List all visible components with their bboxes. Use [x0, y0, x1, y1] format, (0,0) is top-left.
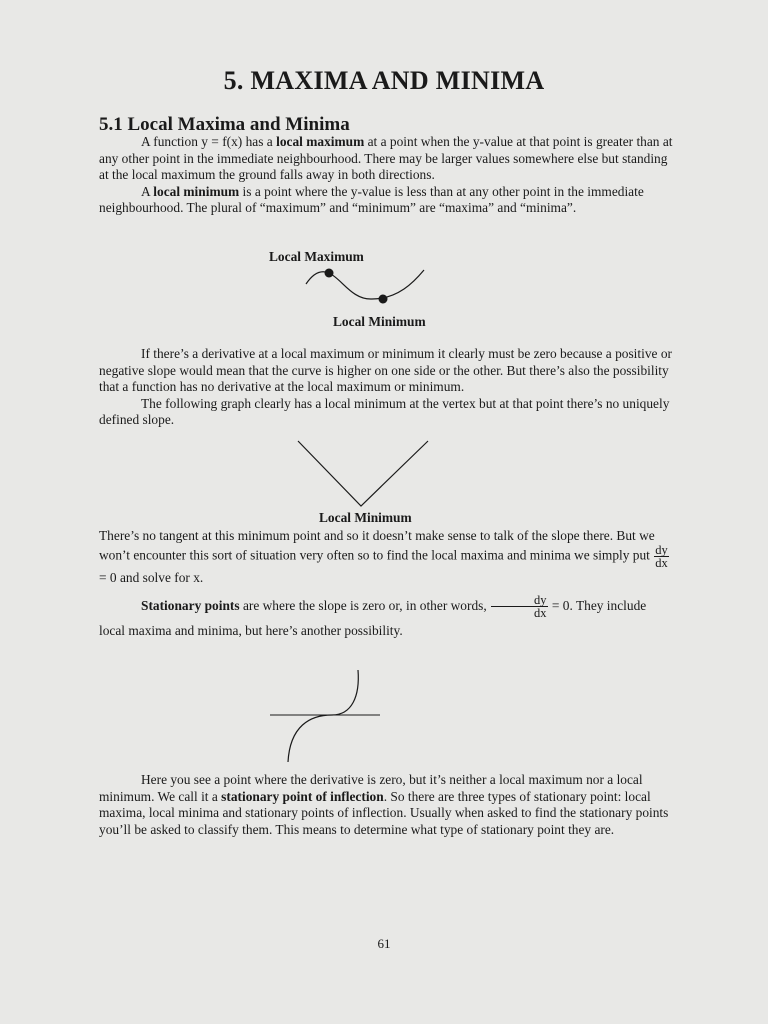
p5-text-a: There’s no tangent at this minimum point and so it doesn’t make sense to talk of the slope there. But we won’t encounter this sort of situation very often so to find the local maxima and minima we simply put	[99, 528, 655, 563]
paragraph-inflection	[99, 772, 674, 838]
section-heading: 5.1 Local Maxima and Minima	[99, 114, 350, 135]
term-local-maximum: local maximum	[276, 134, 365, 149]
derivative-paragraphs	[99, 346, 674, 429]
p5-text-b: = 0 and solve for x.	[99, 570, 204, 585]
fig1-min-point	[379, 295, 388, 304]
term-stationary-points: Stationary points	[141, 598, 240, 613]
fraction-numerator: dy	[655, 543, 668, 557]
p2-text-c: is a point where the y-value is less than at any other point in the immediate neighbourhood. The plural of “maximum” and “minimum” are “maxima” and “minima”.	[99, 183, 644, 215]
page-number: 61	[377, 936, 391, 951]
fraction-denominator: dx	[655, 556, 668, 570]
p7-text-c: . So there are three types of stationary point: local maxima, local minima and stationary points of inflection. Usually when asked to find the stationary points you’ll be asked to classify them. This means to determine what type of stationary point they are.	[99, 788, 669, 837]
paragraph-vertex: The following graph clearly has a local minimum at the vertex but at that point there’s no uniquely defined slope.	[99, 395, 670, 427]
paragraph-no-tangent	[99, 527, 674, 586]
fig2-label-local-minimum: Local Minimum	[319, 510, 412, 525]
p6-text-c: = 0. They include local maxima and minima, but here’s another possibility.	[99, 598, 647, 639]
fig1-max-point	[325, 269, 334, 278]
fig3-curve	[288, 670, 358, 762]
fig1-label-local-minimum: Local Minimum	[333, 314, 426, 329]
p1-text-a: A function y = f(x) has a	[141, 134, 277, 149]
inflection-paragraph	[99, 772, 674, 838]
fig1-curve	[306, 270, 424, 299]
fraction-numerator: dy	[491, 594, 548, 607]
term-local-minimum: local minimum	[153, 183, 240, 199]
p7-text-a: Here you see a point where the derivative is zero, but it’s neither a local maximum nor a local minimum. We call it a	[99, 772, 643, 804]
fraction-dy-dx-2	[491, 594, 548, 619]
p6-text-b: are where the slope is zero or, in other words,	[239, 598, 491, 613]
fraction-denominator: dx	[534, 606, 547, 621]
paragraph-local-maximum	[99, 134, 674, 184]
figure-smooth-max-min	[300, 262, 435, 310]
chapter-title: 5. MAXIMA AND MINIMA	[223, 66, 545, 95]
term-stationary-point-of-inflection: stationary point of inflection	[221, 788, 384, 804]
figure-inflection	[270, 668, 384, 764]
p1-text-c: at a point when the y-value at that point is greater than at any other point in the immediate neighbourhood. There may be larger values somewhere else but standing at the local maximum the ground falls away in both directions.	[99, 134, 673, 182]
fig1-label-local-maximum: Local Maximum	[269, 249, 364, 264]
paragraph-derivative-zero: If there’s a derivative at a local maximum or minimum it clearly must be zero because a positive or negative slope would mean that the curve is higher on one side or the other. But there’s also the possibility that a function has no derivative at the local maximum or minimum.	[99, 346, 672, 394]
stationary-paragraph	[99, 594, 674, 642]
fraction-dy-dx	[654, 544, 669, 569]
tangent-paragraph	[99, 527, 674, 586]
paragraph-local-minimum	[99, 184, 674, 217]
figure-v-shape	[296, 438, 432, 510]
fig2-v-lines	[298, 441, 428, 506]
intro-paragraphs	[99, 134, 674, 217]
paragraph-stationary-points	[99, 594, 674, 642]
p2-text-a: A	[141, 183, 154, 199]
